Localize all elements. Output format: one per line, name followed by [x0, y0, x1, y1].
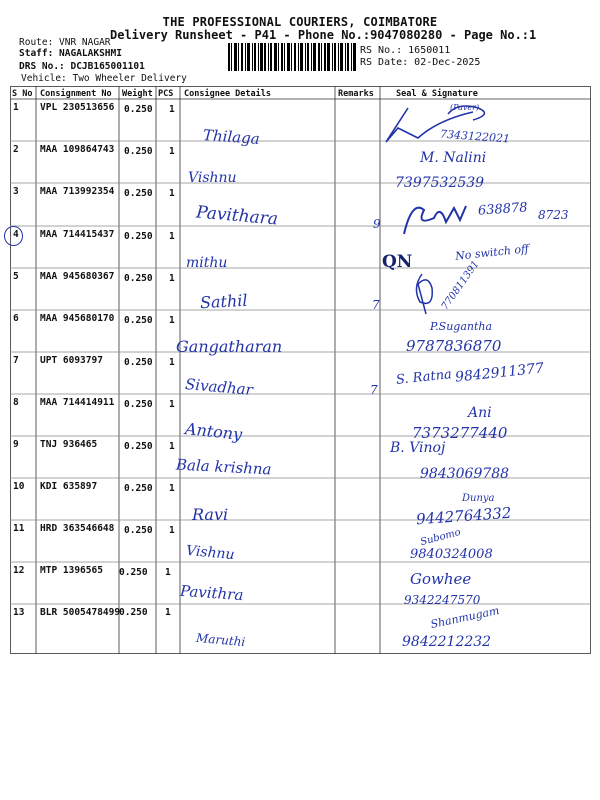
handwritten-consignee-7: Sivadhar [184, 375, 254, 399]
row-12-consignment: MTP 1396565 [40, 565, 103, 576]
row-4-consignment: MAA 714415437 [40, 229, 115, 240]
row-7-pcs: 1 [169, 357, 175, 368]
signature-13-name: Shanmugam [429, 603, 501, 632]
signature-1-note: (Paver) [450, 103, 480, 112]
signature-5-phone: 770811391 [439, 258, 482, 313]
row-2-weight: 0.250 [124, 146, 153, 157]
row-11-weight: 0.250 [124, 525, 153, 536]
row-6-sno: 6 [13, 313, 19, 324]
row-10-weight: 0.250 [124, 483, 153, 494]
signature-7-name: S. Ratna [395, 367, 453, 388]
row-10-sno: 10 [13, 481, 25, 492]
signature-3-phone-b: 8723 [538, 208, 569, 222]
signature-11-name: Subomo [419, 526, 462, 549]
handwritten-consignee-10: Ravi [192, 505, 229, 524]
row-9-pcs: 1 [169, 441, 175, 452]
vehicle-label: Vehicle: Two Wheeler Delivery [21, 73, 187, 84]
row-11-sno: 11 [13, 523, 25, 534]
signature-scribble-3 [394, 196, 474, 241]
handwritten-consignee-1: Thilaga [202, 126, 261, 148]
company-title: THE PROFESSIONAL COURIERS, COIMBATORE [162, 15, 438, 29]
row-8-pcs: 1 [169, 399, 175, 410]
row-6-pcs: 1 [169, 315, 175, 326]
barcode [228, 43, 356, 71]
row-4-sno: 4 [13, 229, 19, 240]
signature-11-phone: 9840324008 [410, 547, 493, 562]
row-2-pcs: 1 [169, 146, 175, 157]
signature-12-name: Gowhee [410, 570, 472, 588]
signature-9-phone: 9843069788 [420, 466, 510, 482]
handwritten-consignee-6: Gangatharan [176, 337, 283, 356]
signature-10-name: Dunya [462, 493, 495, 504]
row-6-consignment: MAA 945680170 [40, 313, 115, 324]
row-9-sno: 9 [13, 439, 19, 450]
signature-2-phone: 7397532539 [395, 175, 485, 191]
handwritten-consignee-5: Sathil [199, 290, 248, 313]
signature-7-phone: 9842911377 [454, 360, 545, 386]
signature-1-phone: 7343122021 [439, 127, 511, 146]
row-10-pcs: 1 [169, 483, 175, 494]
row-1-weight: 0.250 [124, 104, 153, 115]
signature-6-phone: 9787836870 [406, 337, 502, 355]
signature-scribble-5 [408, 268, 448, 318]
row-13-consignment: BLR 5005478499 [40, 607, 121, 618]
row-4-pcs: 1 [169, 231, 175, 242]
row-8-weight: 0.250 [124, 399, 153, 410]
handwritten-consignee-4: mithu [186, 255, 228, 271]
row-8-consignment: MAA 714414911 [40, 397, 115, 408]
col-header-consignment: Consignment No [40, 89, 112, 99]
col-header-seal: Seal & Signature [396, 89, 478, 99]
col-header-sno: S No [12, 89, 33, 99]
row-3-consignment: MAA 713992354 [40, 186, 115, 197]
row-12-sno: 12 [13, 565, 25, 576]
signature-10-phone: 9442764332 [415, 503, 512, 529]
handwritten-consignee-3: Pavithara [195, 202, 279, 230]
remark-mark-3: 9 [373, 217, 381, 231]
row-11-consignment: HRD 363546648 [40, 523, 115, 534]
row-9-consignment: TNJ 936465 [40, 439, 98, 450]
row-1-consignment: VPL 230513656 [40, 102, 115, 113]
row-12-weight: 0.250 [119, 567, 148, 578]
col-header-remarks: Remarks [338, 89, 374, 99]
staff-label: Staff: NAGALAKSHMI [19, 48, 122, 59]
signature-2-name: M. Nalini [420, 150, 487, 166]
handwritten-consignee-11: Vishnu [185, 542, 236, 564]
col-header-weight: Weight [122, 89, 153, 99]
row-1-sno: 1 [13, 102, 19, 113]
row-5-weight: 0.250 [124, 273, 153, 284]
row-13-weight: 0.250 [119, 607, 148, 618]
signature-8-name: Ani [468, 405, 492, 421]
col-header-pcs: PCS [158, 89, 174, 99]
handwritten-circle-row-4 [4, 226, 23, 246]
route-label: Route: VNR NAGAR [19, 37, 111, 48]
signature-4-note: No switch off [454, 242, 530, 263]
row-3-sno: 3 [13, 186, 19, 197]
col-header-consignee: Consignee Details [184, 89, 271, 99]
row-5-pcs: 1 [169, 273, 175, 284]
row-4-weight: 0.250 [124, 231, 153, 242]
handwritten-consignee-8: Antony [184, 419, 244, 444]
row-11-pcs: 1 [169, 525, 175, 536]
row-2-consignment: MAA 109864743 [40, 144, 115, 155]
handwritten-consignee-12: Pavithra [179, 581, 244, 605]
row-13-pcs: 1 [165, 607, 171, 618]
signature-8-phone: 7373277440 [412, 424, 508, 442]
handwritten-consignee-2: Vishnu [188, 170, 237, 186]
signature-6-name: P.Sugantha [430, 320, 493, 333]
rs-date: RS Date: 02-Dec-2025 [360, 57, 481, 68]
signature-3-phone-a: 638878 [477, 200, 529, 219]
runsheet-subtitle: Delivery Runsheet - P41 - Phone No.:9047080280 - Page No.:1 [110, 28, 537, 42]
row-10-consignment: KDI 635897 [40, 481, 98, 492]
drs-label: DRS No.: DCJB165001101 [19, 61, 145, 72]
signature-4-code: QN [382, 252, 413, 272]
row-7-weight: 0.250 [124, 357, 153, 368]
row-7-consignment: UPT 6093797 [40, 355, 103, 366]
row-8-sno: 8 [13, 397, 19, 408]
row-6-weight: 0.250 [124, 315, 153, 326]
row-9-weight: 0.250 [124, 441, 153, 452]
handwritten-consignee-13: Maruthi [195, 630, 246, 650]
row-13-sno: 13 [13, 607, 25, 618]
row-2-sno: 2 [13, 144, 19, 155]
row-3-weight: 0.250 [124, 188, 153, 199]
row-12-pcs: 1 [165, 567, 171, 578]
row-5-consignment: MAA 945680367 [40, 271, 115, 282]
signature-13-phone: 9842212232 [402, 634, 492, 650]
handwritten-consignee-9: Bala krishna [175, 455, 272, 479]
signature-9-name: B. Vinoj [390, 440, 446, 456]
row-3-pcs: 1 [169, 188, 175, 199]
row-7-sno: 7 [13, 355, 19, 366]
remark-mark-5: 7 [372, 298, 380, 312]
signature-12-phone: 9342247570 [404, 593, 481, 607]
row-5-sno: 5 [13, 271, 19, 282]
remark-mark-7: 7 [370, 383, 378, 397]
rs-number: RS No.: 1650011 [360, 45, 451, 56]
row-1-pcs: 1 [169, 104, 175, 115]
